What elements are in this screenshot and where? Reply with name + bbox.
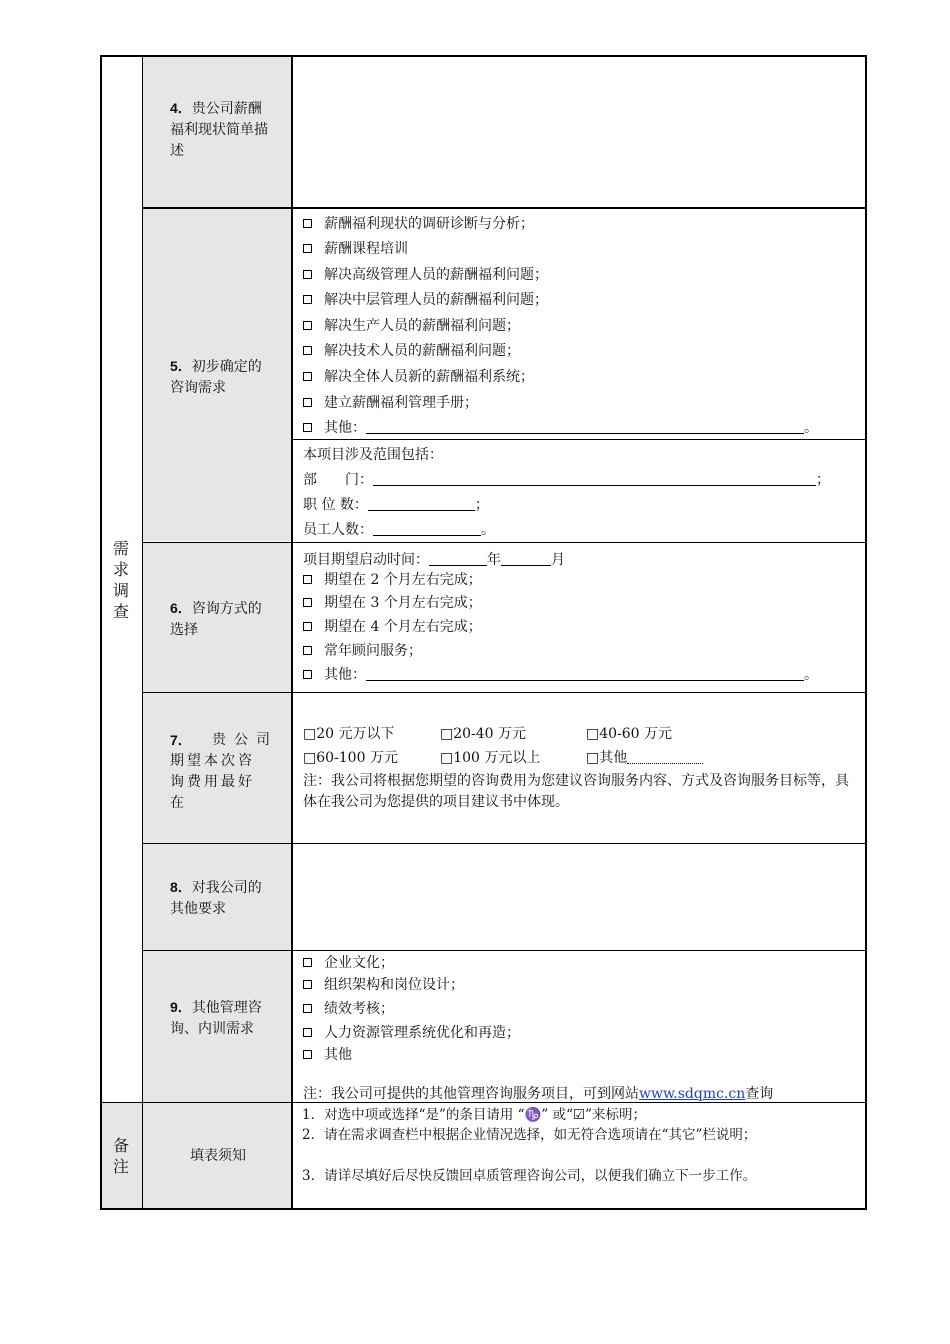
q9-option[interactable]: 其他 [303,1046,352,1064]
q5-option[interactable]: 建立薪酬福利管理手册； [303,394,478,412]
positions-field[interactable] [368,497,475,511]
q6-label [170,598,274,641]
website-link[interactable]: www.sdqmc.cn [639,1086,746,1102]
q5-option[interactable]: 解决技术人员的薪酬福利问题； [303,342,520,360]
notes-item-3: 3．请详尽填好后尽快反馈回卓质管理咨询公司，以便我们确立下一步工作。 [302,1168,757,1184]
notes-label: 填表须知 [190,1148,246,1164]
q9-option[interactable]: 绩效考核； [303,1000,394,1018]
q6-option[interactable]: 期望在 2 个月左右完成； [303,571,482,589]
q5-option[interactable]: 解决全体人员新的薪酬福利系统； [303,368,534,386]
grid-line [142,57,143,1208]
q7-text-1: 贵公司 [212,732,278,748]
q5-positions-row: 职 位 数： ； [303,497,489,513]
grid-line [143,843,865,844]
q5-dept-row: 部 门： ； [303,472,830,488]
q5-option[interactable]: 解决高级管理人员的薪酬福利问题； [303,266,548,284]
start-year-field[interactable] [429,552,487,566]
checkbox-icon[interactable] [303,1028,312,1037]
q8-answer-area[interactable] [294,845,865,950]
dept-field[interactable] [373,472,816,486]
q6-option[interactable]: 期望在 4 个月左右完成； [303,618,482,636]
checkbox-icon[interactable] [303,372,312,381]
checkbox-icon[interactable] [303,398,312,407]
q5-option[interactable]: 解决中层管理人员的薪酬福利问题； [303,291,548,309]
q6-other-option[interactable]: 其他： 。 [303,666,818,684]
q6-text: 咨询方式的选择 [170,601,262,638]
q7-text-3: 询费用最好 [170,774,255,790]
q5-other-option[interactable]: 其他： 。 [303,419,818,437]
checkbox-icon[interactable] [303,575,312,584]
checkbox-icon[interactable] [303,295,312,304]
q8-label [170,877,274,920]
checkbox-icon[interactable] [303,219,312,228]
q7-label [170,730,278,814]
q8-number: 8． [170,879,192,895]
q4-label [170,98,270,162]
notes-item-2: 2．请在需求调查栏中根据企业情况选择，如无符合选项请在“其它”栏说明； [302,1127,757,1143]
q5-number: 5． [170,358,192,374]
q6-option[interactable]: 期望在 3 个月左右完成； [303,594,482,612]
grid-line [291,57,293,1208]
grid-line [143,950,865,951]
q5-staff-row: 员工人数： 。 [303,522,495,538]
q9-option[interactable]: 组织架构和岗位设计； [303,976,464,994]
fee-option-6[interactable]: □其他 [586,749,703,767]
q8-text: 对我公司的其他要求 [170,880,262,917]
fee-other-field[interactable] [627,750,703,764]
checkbox-icon[interactable] [303,423,312,432]
q9-option[interactable]: 企业文化； [303,954,394,972]
q7-note: 注：我公司将根据您期望的咨询费用为您建议咨询服务内容、方式及咨询服务目标等，具体在我公司为您提供的项目建议书中体现。 [303,773,849,810]
checkbox-icon[interactable] [303,1004,312,1013]
fee-option-1[interactable]: □20 元万以下 [303,726,395,742]
checkbox-icon[interactable] [303,598,312,607]
checkbox-icon[interactable] [303,646,312,655]
checkbox-icon[interactable] [303,321,312,330]
q6-start-row: 项目期望启动时间： 年 月 [303,552,565,568]
section-survey-text: 需 求 调 查 [112,539,129,621]
notes-item-1: 1．对选中项或选择“是”的条目请用 “♑” 或“☑”来标明； [302,1107,646,1123]
fee-option-4[interactable]: □60-100 万元 [303,750,398,766]
grid-line [293,439,865,440]
q4-number: 4． [170,100,192,116]
q5-option[interactable]: 解决生产人员的薪酬福利问题； [303,317,520,335]
grid-line [143,542,865,543]
section-survey-label [111,538,131,622]
checkbox-icon[interactable] [303,270,312,279]
q4-text: 贵公司薪酬福利现状简单描述 [170,101,268,159]
q5-option[interactable]: 薪酬福利现状的调研诊断与分析； [303,215,534,233]
q9-option[interactable]: 人力资源管理系统优化和再造； [303,1024,520,1042]
q5-option[interactable]: 薪酬课程培训 [303,240,408,258]
section-notes-text: 备 注 [112,1136,129,1176]
fee-option-3[interactable]: □40-60 万元 [586,726,673,742]
q7-text-2: 期望本次咨 [170,753,255,769]
checkbox-icon[interactable] [303,1050,312,1059]
staff-count-field[interactable] [373,522,481,536]
q6-option[interactable]: 常年顾问服务； [303,642,422,660]
q9-number: 9． [170,999,192,1015]
q5-label [170,356,274,399]
q4-answer-area[interactable] [294,57,865,207]
fee-option-2[interactable]: □20-40 万元 [440,726,527,742]
checkbox-icon[interactable] [303,346,312,355]
q5-text: 初步确定的咨询需求 [170,359,262,396]
checkbox-icon[interactable] [303,244,312,253]
q7-number: 7． [170,732,192,748]
checkbox-icon[interactable] [303,958,312,967]
fee-option-5[interactable]: □100 万元以上 [440,750,541,766]
checkbox-icon[interactable] [303,622,312,631]
q5-scope-title: 本项目涉及范围包括： [303,447,443,463]
q5-other-field[interactable] [366,420,804,434]
section-notes-label [111,1135,131,1177]
grid-line [143,692,865,693]
q9-note: 注：我公司可提供的其他管理咨询服务项目，可到网站www.sdqmc.cn查询 [303,1086,774,1102]
q7-text-4: 在 [170,795,184,811]
q9-text: 其他管理咨询、内训需求 [170,1000,262,1037]
start-month-field[interactable] [501,552,551,566]
q6-number: 6． [170,600,192,616]
q9-label [170,997,270,1040]
checkbox-icon[interactable] [303,980,312,989]
checkbox-icon[interactable] [303,670,312,679]
grid-line [143,207,865,209]
q6-other-field[interactable] [366,667,804,681]
